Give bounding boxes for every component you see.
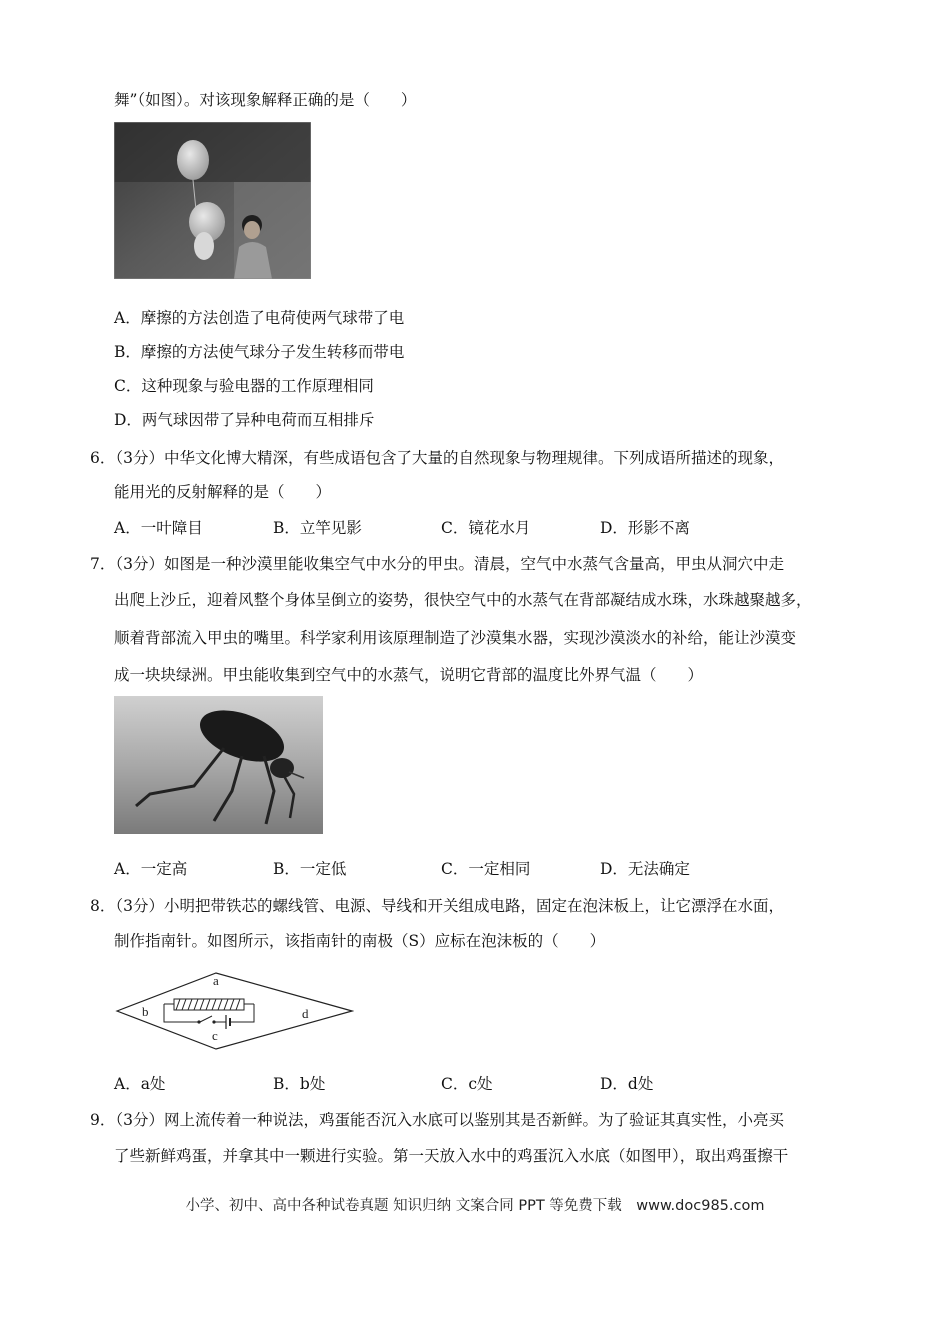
q8-option-a: A．a处	[114, 1075, 166, 1093]
q9-text-line2: 了些新鲜鸡蛋，并拿其中一颗进行实验。第一天放入水中的鸡蛋沉入水底（如图甲），取出鸡蛋擦干	[114, 1147, 789, 1165]
page-footer: 小学、初中、高中各种试卷真题 知识归纳 文案合同 PPT 等免费下载 www.doc985.com	[185, 1198, 765, 1214]
q7-text-line1: 7．（3分）如图是一种沙漠里能收集空气中水分的甲虫。清晨，空气中水蒸气含量高，甲虫从洞穴中走	[90, 555, 784, 573]
label-b: b	[142, 1004, 149, 1019]
q6-option-d: D．形影不离	[600, 519, 690, 537]
q8-option-d: D．d处	[600, 1075, 654, 1093]
label-a: a	[213, 973, 219, 988]
q5-option-c: C．这种现象与验电器的工作原理相同	[114, 377, 374, 395]
q8-option-b: B．b处	[273, 1075, 326, 1093]
q6-option-c: C．镜花水月	[441, 519, 531, 537]
q7-text-line2: 出爬上沙丘，迎着风整个身体呈倒立的姿势，很快空气中的水蒸气在背部凝结成水珠，水珠越聚越多，	[114, 591, 812, 609]
q5-option-a: A．摩擦的方法创造了电荷使两气球带了电	[114, 309, 405, 327]
q5-text-tail: 舞”（如图）。对该现象解释正确的是（ ）	[114, 91, 417, 109]
q6-text-line2: 能用光的反射解释的是（ ）	[114, 483, 332, 501]
q5-option-b: B．摩擦的方法使气球分子发生转移而带电	[114, 343, 405, 361]
label-d: d	[302, 1006, 309, 1021]
q7-option-d: D．无法确定	[600, 860, 690, 878]
compass-diagram	[114, 970, 354, 1052]
q8-text-line1: 8．（3分）小明把带铁芯的螺线管、电源、导线和开关组成电路，固定在泡沫板上，让它漂浮在水面，	[90, 897, 784, 915]
q6-option-a: A．一叶障目	[114, 519, 203, 537]
q7-option-b: B．一定低	[273, 860, 347, 878]
q5-option-d: D．两气球因带了异种电荷而互相排斥	[114, 411, 375, 429]
label-c: c	[212, 1028, 218, 1043]
q7-option-a: A．一定高	[114, 860, 188, 878]
beetle-photo	[114, 696, 323, 834]
q9-text-line1: 9．（3分）网上流传着一种说法，鸡蛋能否沉入水底可以鉴别其是否新鲜。为了验证其真实性，小亮买	[90, 1111, 784, 1129]
q7-text-line3: 顺着背部流入甲虫的嘴里。科学家利用该原理制造了沙漠集水器，实现沙漠淡水的补给，能让沙漠变	[114, 629, 797, 647]
q7-option-c: C．一定相同	[441, 860, 531, 878]
q6-text-line1: 6．（3分）中华文化博大精深，有些成语包含了大量的自然现象与物理规律。下列成语所描述的现象，	[90, 449, 784, 467]
q7-text-line4: 成一块块绿洲。甲虫能收集到空气中的水蒸气，说明它背部的温度比外界气温（ ）	[114, 666, 704, 684]
q8-text-line2: 制作指南针。如图所示，该指南针的南极（S）应标在泡沫板的（ ）	[114, 932, 606, 950]
q8-option-c: C．c处	[441, 1075, 493, 1093]
balloon-photo	[114, 122, 311, 279]
q6-option-b: B．立竿见影	[273, 519, 362, 537]
